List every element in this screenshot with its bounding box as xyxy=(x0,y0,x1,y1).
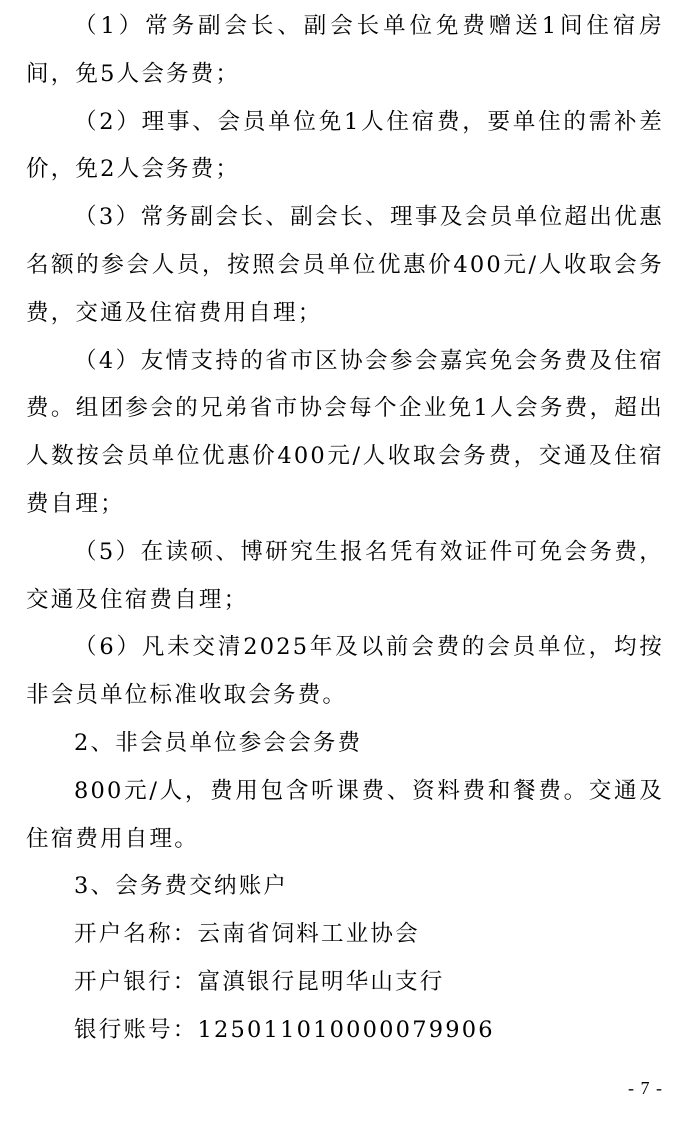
paragraph-item-6: （6）凡未交清2025年及以前会费的会员单位，均按非会员单位标准收取会务费。 xyxy=(26,634,664,709)
document-body xyxy=(26,3,664,1055)
paragraph-item-2: （2）理事、会员单位免1人住宿费，要单住的需补差价，免2人会务费； xyxy=(26,108,664,183)
page-number: - 7 - xyxy=(628,1078,663,1098)
paragraph-item-4: （4）友情支持的省市区协会参会嘉宾免会务费及住宿费。组团参会的兄弟省市协会每个企业免1人会务费，超出人数按会员单位优惠价400元/人收取会务费，交通及住宿费自理； xyxy=(26,347,664,517)
non-member-fee-text: 800元/人，费用包含听课费、资料费和餐费。交通及住宿费用自理。 xyxy=(26,777,664,852)
account-bank: 开户银行：富滇银行昆明华山支行 xyxy=(74,968,445,995)
paragraph-item-3: （3）常务副会长、副会长、理事及会员单位超出优惠名额的参会人员，按照会员单位优惠价400元/人收取会务费，交通及住宿费用自理； xyxy=(26,204,664,326)
section-heading-payment-account: 3、会务费交纳账户 xyxy=(74,873,289,900)
paragraph-item-1: （1）常务副会长、副会长单位免费赠送1间住宿房间，免5人会务费； xyxy=(26,13,664,87)
paragraph-item-5: （5）在读硕、博研究生报名凭有效证件可免会务费，交通及住宿费自理； xyxy=(26,538,664,613)
account-name: 开户名称：云南省饲料工业协会 xyxy=(74,921,420,948)
account-number: 银行账号：125011010000079906 xyxy=(74,1016,495,1043)
section-heading-non-member-fee: 2、非会员单位参会会务费 xyxy=(74,729,363,756)
